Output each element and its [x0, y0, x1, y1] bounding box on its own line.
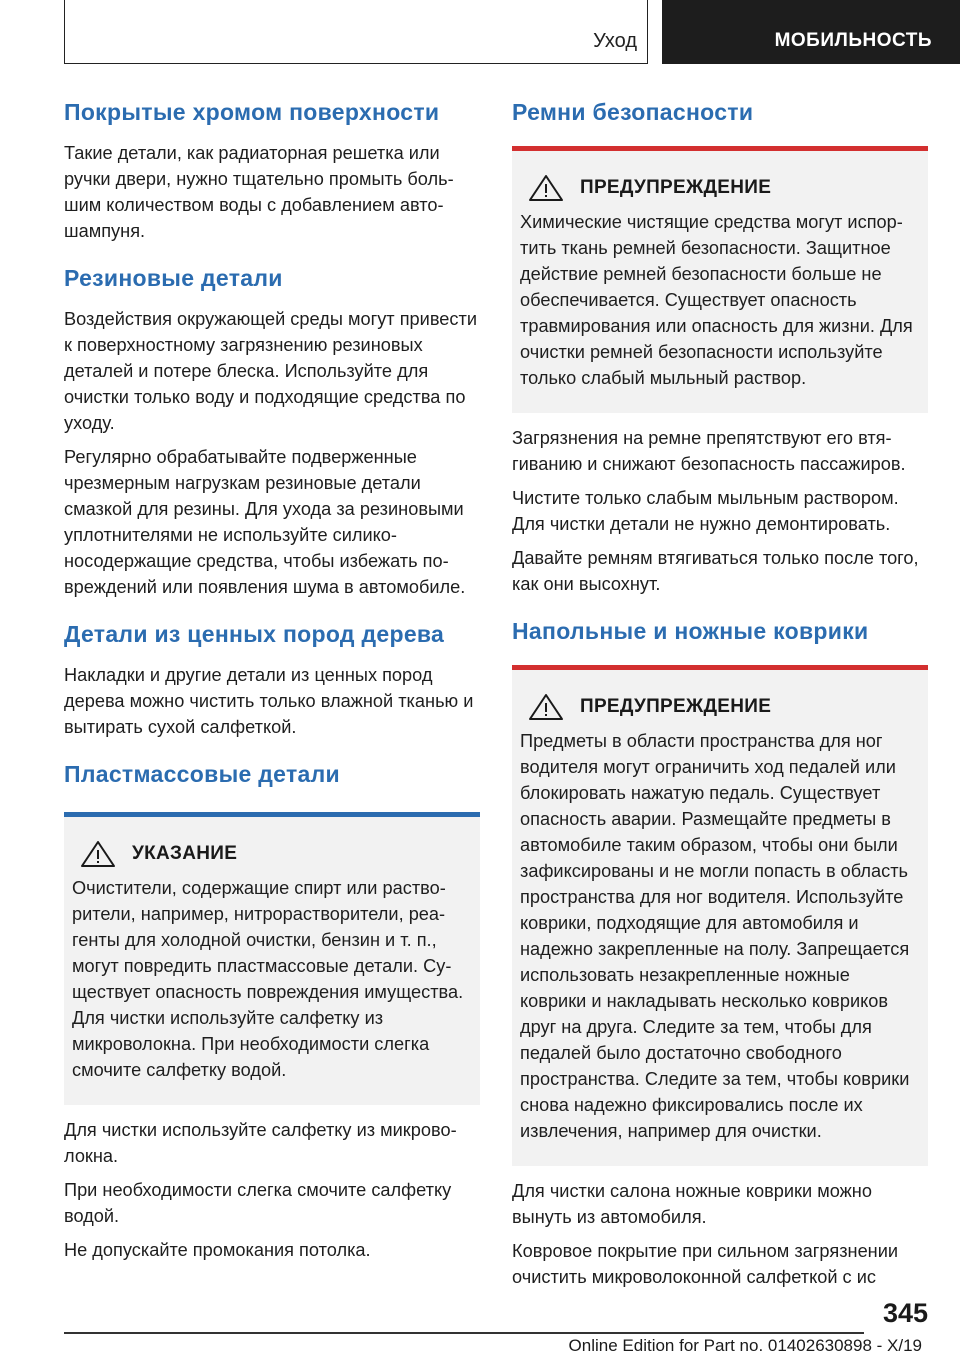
header-chapter-tab: [662, 0, 960, 64]
rubber-paragraph-2: Регулярно обрабатывайте подверженные чрезмерным нагрузкам резиновые детали смазкой для резины. Для ухода за резиновыми уплотнителями не используйте силиконосодержащие средства, чтобы избежать повреждений или появления шума в автомобиле.: [64, 447, 466, 597]
mats-paragraph-1: Для чистки салона ножные коврики можно вынуть из автомобиля.: [512, 1181, 872, 1227]
warning-triangle-icon: [526, 693, 566, 721]
mats-paragraph-2: Ковровое покрытие при сильном загрязнении очистить микроволоконной салфеткой с ис: [512, 1241, 899, 1287]
belts-paragraph-3: Давайте ремням втягиваться только после того, как они высохнут.: [512, 548, 919, 594]
mats-warning-title: ПРЕДУПРЕЖДЕНИЕ: [580, 696, 772, 717]
belts-heading: Ремни безопасности: [512, 99, 754, 125]
header-section-box: [64, 0, 648, 64]
chrome-paragraph: Такие детали, как радиаторная решетка или ручки двери, нужно тщательно промыть большим количеством воды с добавлением автошампуня.: [64, 143, 454, 241]
wood-heading: Детали из ценных пород дерева: [64, 621, 445, 647]
plastic-note-box: [64, 817, 480, 1105]
left-column: [64, 96, 480, 1263]
belts-warning-box: [512, 151, 928, 413]
rubber-heading: Резиновые детали: [64, 265, 283, 291]
plastic-paragraph-1: Для чистки используйте салфетку из микроволокна.: [64, 1120, 457, 1166]
footer-edition-text: Online Edition for Part no. 01402630898 - X/19: [568, 1336, 922, 1355]
belts-paragraph-2: Чистите только слабым мыльным раствором. Для чистки детали не нужно демонтировать.: [512, 488, 899, 534]
header-chapter-title: МОБИЛЬНОСТЬ: [774, 30, 932, 51]
footer-divider: [64, 1332, 864, 1334]
belts-warning-title: ПРЕДУПРЕЖДЕНИЕ: [580, 177, 772, 198]
belts-warning-text: Химические чистящие средства могут испортить ткань ремней безопасности. Защитное действие ремней безопасности больше не обеспечивается. Существует опасность травмирования или опасность для жизни. Для очистки ремней безопасности используйте только слабый мыльный раствор.: [520, 212, 913, 388]
plastic-note-text: Очистители, содержащие спирт или растворители, например, нитрорастворители, реагенты для холодной очистки, бензин и т. п., могут повредить пластмассовые детали. Существует опасность повреждения имущества. Для чистки используйте салфетку из микроволокна. При необходимости слегка смочите салфетку водой.: [72, 878, 464, 1080]
plastic-heading: Пластмассовые детали: [64, 761, 340, 787]
belts-paragraph-1: Загрязнения на ремне препятствуют его втягиванию и снижают безопасность пассажиров.: [512, 428, 906, 474]
plastic-paragraph-2: При необходимости слегка смочите салфетку водой.: [64, 1180, 452, 1226]
header-section-title: Уход: [593, 30, 637, 52]
plastic-paragraph-3: Не допускайте промокания потолка.: [64, 1240, 371, 1260]
page-number: 345: [882, 1298, 928, 1328]
warning-triangle-icon: [78, 840, 118, 868]
mats-heading: Напольные и ножные коврики: [512, 618, 869, 644]
rubber-paragraph-1: Воздействия окружающей среды могут привести к поверхностному загрязнению резиновых деталей и потере блеска. Используйте для очистки только воду и подходящие средства по уходу.: [64, 309, 477, 433]
wood-paragraph: Накладки и другие детали из ценных пород дерева можно чистить только влажной тканью и вытирать сухой салфеткой.: [64, 665, 474, 737]
mats-warning-text: Предметы в области пространства для ног водителя могут ограничить ход педалей или блокировать нажатую педаль. Существует опасность аварии. Размещайте предметы в автомобиле таким образом, чтобы они были зафиксированы и не могли попасть в область пространства для ног водителя. Используйте коврики, подходящие для автомобиля и надежно закрепленные на полу. Запрещается использовать незакрепленные ножные коврики и накладывать несколько ковриков друг на друга. Следите за тем, чтобы для педалей было достаточно свободного пространства. Следите за тем, чтобы коврики снова надежно фиксировались после их извлечения, например для очистки.: [520, 731, 910, 1141]
warning-triangle-icon: [526, 174, 566, 202]
mats-warning-box: [512, 670, 928, 1166]
right-column: [512, 96, 928, 1290]
plastic-note-title: УКАЗАНИЕ: [132, 843, 238, 864]
chrome-heading: Покрытые хромом поверхности: [64, 99, 440, 125]
